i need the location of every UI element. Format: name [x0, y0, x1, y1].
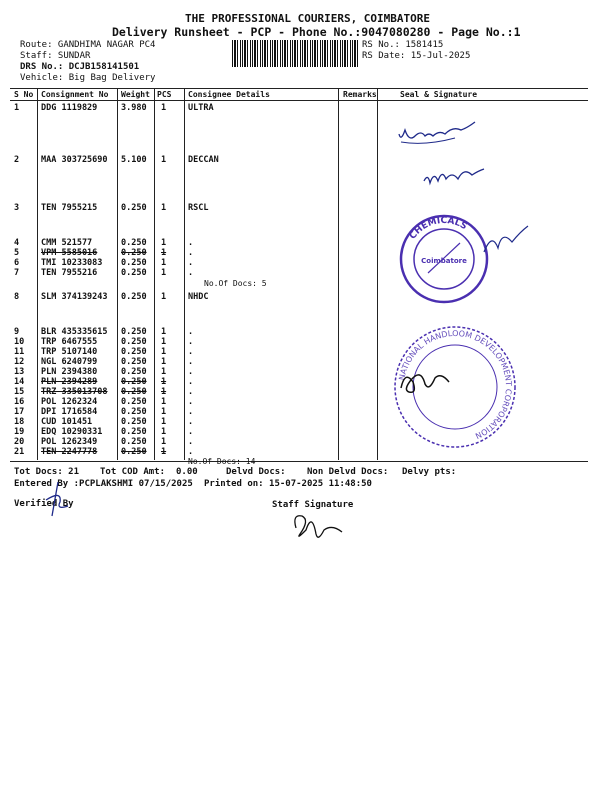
row-sno: 4 [14, 238, 20, 248]
row-sno: 11 [14, 347, 25, 357]
delivery-points: Delvy pts: [402, 467, 457, 477]
row-sno: 9 [14, 327, 20, 337]
row-sno: 13 [14, 367, 25, 377]
row-sno: 17 [14, 407, 25, 417]
row-pcs: 1 [161, 437, 167, 447]
row-pcs: 1 [161, 248, 167, 258]
rs-number: RS No.: 1581415 [362, 40, 444, 50]
row-consignee: . [188, 258, 194, 268]
row-weight: 0.250 [121, 347, 147, 357]
col-divider [117, 88, 118, 460]
row-weight: 0.250 [121, 417, 147, 427]
row-consignment-no: DPI 1716584 [41, 407, 98, 417]
row-consignee: . [188, 238, 194, 248]
non-delivered-docs: Non Delvd Docs: [307, 467, 389, 477]
row-weight: 0.250 [121, 238, 147, 248]
row-pcs: 1 [161, 367, 167, 377]
row-consignee: RSCL [188, 203, 209, 213]
row-pcs: 1 [161, 357, 167, 367]
row-weight: 0.250 [121, 447, 147, 457]
row-weight: 0.250 [121, 203, 147, 213]
row-consignee: . [188, 407, 194, 417]
verifier-signature [38, 480, 78, 520]
company-stamp [398, 213, 490, 305]
row-weight: 3.980 [121, 103, 147, 113]
row-pcs: 1 [161, 103, 167, 113]
group-doc-count: No.Of Docs: 14 [188, 457, 256, 466]
row-consignee: . [188, 347, 194, 357]
row-consignee: . [188, 447, 194, 457]
row-consignment-no: POL 1262349 [41, 437, 98, 447]
row-consignment-no: VPM 5585016 [41, 248, 98, 258]
row-pcs: 1 [161, 268, 167, 278]
delivered-docs: Delvd Docs: [226, 467, 286, 477]
row-pcs: 1 [161, 377, 167, 387]
row-pcs: 1 [161, 292, 167, 302]
row-pcs: 1 [161, 417, 167, 427]
row-consignment-no: TEN 2247778 [41, 447, 98, 457]
row-weight: 0.250 [121, 327, 147, 337]
row-pcs: 1 [161, 447, 167, 457]
stamp1-top-text: CHEMICALS [407, 215, 469, 242]
row-consignment-no: TRZ 335013708 [41, 387, 108, 397]
svg-text:CHEMICALS [408, 216, 469, 241]
row-weight: 0.250 [121, 377, 147, 387]
row-weight: 0.250 [121, 248, 147, 258]
row-consignment-no: PLN 2394289 [41, 377, 98, 387]
total-docs: Tot Docs: 21 [14, 467, 80, 477]
row-consignee: . [188, 327, 194, 337]
row-weight: 0.250 [121, 397, 147, 407]
row-sno: 18 [14, 417, 25, 427]
row-consignee: . [188, 248, 194, 258]
row-consignment-no: CMM 521577 [41, 238, 93, 248]
col-header-consignment: Consignment No [41, 90, 109, 99]
row-consignee: . [188, 417, 194, 427]
row-weight: 0.250 [121, 292, 147, 302]
row-consignment-no: MAA 303725690 [41, 155, 108, 165]
row-consignment-no: TMI 10233083 [41, 258, 103, 268]
signature-row3 [482, 222, 532, 262]
row-weight: 0.250 [121, 258, 147, 268]
row-pcs: 1 [161, 397, 167, 407]
row-weight: 0.250 [121, 437, 147, 447]
row-sno: 7 [14, 268, 20, 278]
verified-by: Verified By [14, 499, 74, 509]
route-label: Route: GANDHIMA NAGAR PC4 [20, 40, 156, 50]
col-divider [184, 88, 185, 460]
staff-label: Staff: SUNDAR [20, 51, 91, 61]
row-consignment-no: TRP 6467555 [41, 337, 98, 347]
col-divider [377, 88, 378, 460]
row-consignment-no: BLR 435335615 [41, 327, 108, 337]
row-consignee: . [188, 357, 194, 367]
row-pcs: 1 [161, 407, 167, 417]
row-consignment-no: TEN 7955216 [41, 268, 98, 278]
row-pcs: 1 [161, 387, 167, 397]
row-sno: 20 [14, 437, 25, 447]
row-pcs: 1 [161, 337, 167, 347]
col-header-weight: Weight [121, 90, 150, 99]
company-title: THE PROFESSIONAL COURIERS, COIMBATORE [185, 12, 431, 25]
signature-row9 [395, 362, 455, 402]
row-consignment-no: CUD 101451 [41, 417, 93, 427]
group-doc-count: No.Of Docs: 5 [204, 279, 267, 288]
row-weight: 0.250 [121, 387, 147, 397]
runsheet-subtitle: Delivery Runsheet - PCP - Phone No.:9047080280 - Page No.:1 [112, 25, 521, 39]
row-sno: 5 [14, 248, 20, 258]
row-sno: 6 [14, 258, 20, 268]
row-consignee: NHDC [188, 292, 209, 302]
stamp2-ring-text: NATIONAL HANDLOOM DEVELOPMENT CORPORATION [397, 328, 514, 441]
row-sno: 19 [14, 427, 25, 437]
col-header-pcs: PCS [157, 90, 172, 99]
drs-number: DRS No.: DCJB158141501 [20, 62, 140, 72]
stamp1-center-text: Coimbatore [421, 257, 467, 265]
row-pcs: 1 [161, 347, 167, 357]
row-pcs: 1 [161, 238, 167, 248]
row-consignee: . [188, 427, 194, 437]
row-consignment-no: POL 1262324 [41, 397, 98, 407]
row-consignee: ULTRA [188, 103, 214, 113]
col-divider [338, 88, 339, 460]
row-consignee: . [188, 377, 194, 387]
col-header-remarks: Remarks [343, 90, 377, 99]
row-sno: 21 [14, 447, 25, 457]
row-consignment-no: EDQ 10290331 [41, 427, 103, 437]
table-top-line [10, 88, 588, 89]
row-pcs: 1 [161, 327, 167, 337]
table-bottom-line [10, 461, 588, 462]
signature-row2 [420, 163, 490, 193]
row-pcs: 1 [161, 155, 167, 165]
total-cod-value: 0.00 [176, 467, 198, 477]
row-weight: 5.100 [121, 155, 147, 165]
row-consignee: DECCAN [188, 155, 219, 165]
staff-signature [288, 508, 348, 544]
row-sno: 1 [14, 103, 20, 113]
entered-by: Entered By :PCPLAKSHMI 07/15/2025 [14, 479, 193, 489]
row-consignment-no: SLM 374139243 [41, 292, 108, 302]
row-consignee: . [188, 387, 194, 397]
staff-signature-label: Staff Signature [272, 500, 354, 510]
row-consignee: . [188, 437, 194, 447]
row-weight: 0.250 [121, 367, 147, 377]
row-consignee: . [188, 268, 194, 278]
row-consignment-no: TEN 7955215 [41, 203, 98, 213]
row-weight: 0.250 [121, 337, 147, 347]
row-weight: 0.250 [121, 407, 147, 417]
col-divider [154, 88, 155, 460]
row-pcs: 1 [161, 203, 167, 213]
row-consignee: . [188, 337, 194, 347]
total-cod-label: Tot COD Amt: [100, 467, 166, 477]
row-consignment-no: TRP 5107140 [41, 347, 98, 357]
row-weight: 0.250 [121, 357, 147, 367]
row-weight: 0.250 [121, 268, 147, 278]
row-sno: 3 [14, 203, 20, 213]
barcode [232, 40, 358, 67]
row-pcs: 1 [161, 427, 167, 437]
row-consignee: . [188, 367, 194, 377]
row-sno: 15 [14, 387, 25, 397]
row-consignment-no: DDG 1119829 [41, 103, 98, 113]
col-header-sno: S No [14, 90, 34, 99]
row-sno: 16 [14, 397, 25, 407]
row-sno: 10 [14, 337, 25, 347]
col-header-seal: Seal & Signature [400, 90, 478, 99]
row-weight: 0.250 [121, 427, 147, 437]
col-header-consignee: Consignee Details [188, 90, 270, 99]
rs-date: RS Date: 15-Jul-2025 [362, 51, 471, 61]
row-consignee: . [188, 397, 194, 407]
row-sno: 14 [14, 377, 25, 387]
row-sno: 12 [14, 357, 25, 367]
row-consignment-no: NGL 6240799 [41, 357, 98, 367]
printed-on: Printed on: 15-07-2025 11:48:50 [204, 479, 372, 489]
row-sno: 2 [14, 155, 20, 165]
row-sno: 8 [14, 292, 20, 302]
col-divider [37, 88, 38, 460]
row-consignment-no: PLN 2394380 [41, 367, 98, 377]
row-pcs: 1 [161, 258, 167, 268]
vehicle-label: Vehicle: Big Bag Delivery [20, 73, 156, 83]
signature-row1 [395, 112, 485, 152]
table-header-line [10, 100, 588, 101]
